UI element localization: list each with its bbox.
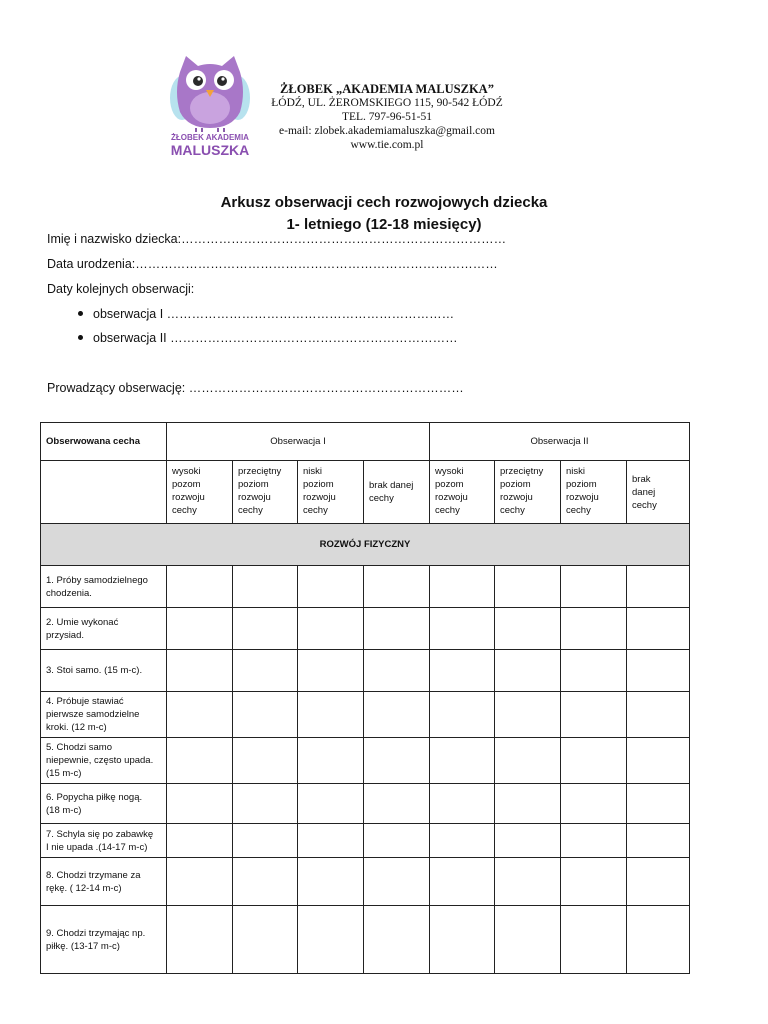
observation-table	[40, 422, 690, 974]
rating-cell[interactable]	[233, 784, 298, 824]
sub-no-feature-2	[627, 461, 690, 524]
section-physical-development: ROZWÓJ FIZYCZNY	[41, 524, 690, 566]
feature-text: pierwsze samodzielne	[46, 709, 140, 720]
sub-text: cechy	[369, 493, 394, 504]
sub-text: rozwoju	[303, 492, 336, 503]
table-row	[41, 608, 690, 650]
table-subheader-row	[41, 461, 690, 524]
feature-cell	[41, 692, 167, 738]
rating-cell[interactable]	[495, 784, 561, 824]
rating-cell[interactable]	[430, 784, 495, 824]
rating-cell[interactable]	[298, 650, 364, 692]
feature-cell	[41, 858, 167, 906]
rating-cell[interactable]	[627, 566, 690, 608]
table-row	[41, 650, 690, 692]
feature-text: 9. Chodzi trzymając np.	[46, 927, 146, 939]
rating-cell[interactable]	[561, 906, 627, 974]
feature-cell	[41, 566, 167, 608]
feature-text: 8. Chodzi trzymane za	[46, 869, 141, 881]
sub-text: cechy	[303, 505, 328, 516]
feature-text: (18 m-c)	[46, 804, 82, 816]
observer-field[interactable]: Prowadzący obserwację: …………………………………………………………	[47, 381, 464, 395]
sub-text: wysoki	[435, 466, 464, 477]
rating-cell[interactable]	[627, 738, 690, 784]
table-row	[41, 906, 690, 974]
sub-average-level-2	[495, 461, 561, 524]
feature-text: chodzenia.	[46, 587, 92, 599]
rating-cell[interactable]	[430, 738, 495, 784]
birth-date-field[interactable]: Data urodzenia:……………………………………………………………………………	[47, 257, 498, 271]
rating-cell[interactable]	[364, 906, 430, 974]
feature-text: 3. Stoi samo. (15 m-c).	[46, 665, 143, 676]
rating-cell[interactable]	[298, 566, 364, 608]
sub-text: cechy	[500, 505, 525, 516]
rating-cell[interactable]	[167, 692, 233, 738]
rating-cell[interactable]	[167, 566, 233, 608]
feature-text: (15 m-c)	[46, 768, 82, 779]
sub-text: niski	[303, 466, 323, 477]
table-row	[41, 738, 690, 784]
table-header-row	[41, 423, 690, 461]
rating-cell[interactable]	[561, 566, 627, 608]
rating-cell[interactable]	[233, 858, 298, 906]
rating-cell[interactable]	[495, 692, 561, 738]
title-line-2: 1- letniego (12-18 miesięcy)	[286, 216, 482, 233]
sub-text: poziom	[303, 479, 334, 490]
sub-text: danej	[632, 486, 656, 498]
org-phone: TEL. 797-96-51-51	[341, 111, 433, 123]
sub-text: przeciętny	[238, 466, 282, 477]
sub-text: cechy	[435, 505, 460, 516]
sub-text: przeciętny	[500, 466, 544, 477]
feature-text: rękę. ( 12-14 m-c)	[46, 882, 122, 894]
header-observation-1: Obserwacja I	[167, 423, 430, 461]
rating-cell[interactable]	[495, 858, 561, 906]
rating-cell[interactable]	[233, 692, 298, 738]
observation-1-field[interactable]: obserwacja I ……………………………………………………………	[78, 307, 454, 321]
feature-text: piłkę. (13-17 m-c)	[46, 940, 120, 952]
sub-text: poziom	[238, 479, 269, 490]
feature-text: 1. Próby samodzielnego	[46, 574, 148, 586]
table-row	[41, 858, 690, 906]
feature-text: 7. Schyla się po zabawkę	[46, 828, 154, 840]
rating-cell[interactable]	[561, 738, 627, 784]
feature-text: niepewnie, często upada.	[46, 755, 154, 766]
rating-cell[interactable]	[430, 858, 495, 906]
sub-average-level-1	[233, 461, 298, 524]
sub-text: rozwoju	[238, 492, 271, 503]
sub-text: brak	[632, 473, 651, 485]
feature-text: 5. Chodzi samo	[46, 742, 113, 753]
child-name-field[interactable]: Imię i nazwisko dziecka:……………………………………………………………………	[47, 232, 507, 246]
rating-cell[interactable]	[495, 650, 561, 692]
rating-cell[interactable]	[233, 650, 298, 692]
sub-text: cechy	[238, 505, 263, 516]
logo-text-line2: MALUSZKA	[170, 142, 250, 158]
rating-cell[interactable]	[495, 738, 561, 784]
rating-cell[interactable]	[298, 738, 364, 784]
rating-cell[interactable]	[167, 858, 233, 906]
rating-cell[interactable]	[233, 738, 298, 784]
feature-cell	[41, 784, 167, 824]
table-row	[41, 784, 690, 824]
sub-text: cechy	[172, 505, 197, 516]
rating-cell[interactable]	[561, 650, 627, 692]
rating-cell[interactable]	[627, 608, 690, 650]
org-address: ŁÓDŹ, UL. ŻEROMSKIEGO 115, 90-542 ŁÓDŹ	[271, 97, 503, 109]
rating-cell[interactable]	[167, 650, 233, 692]
table-row	[41, 566, 690, 608]
rating-cell[interactable]	[233, 608, 298, 650]
rating-cell[interactable]	[298, 784, 364, 824]
sub-no-feature-1	[364, 461, 430, 524]
observation-dates-label: Daty kolejnych obserwacji:	[47, 282, 195, 296]
header-observation-2: Obserwacja II	[430, 423, 690, 461]
rating-cell[interactable]	[298, 692, 364, 738]
owl-logo	[166, 52, 254, 158]
rating-cell[interactable]	[495, 824, 561, 858]
subheader-empty	[41, 461, 167, 524]
sub-text: pozom	[172, 479, 201, 490]
header-feature: Obserwowana cecha	[41, 423, 167, 461]
rating-cell[interactable]	[233, 906, 298, 974]
rating-cell[interactable]	[627, 824, 690, 858]
feature-cell	[41, 738, 167, 784]
section-row	[41, 524, 690, 566]
rating-cell[interactable]	[364, 784, 430, 824]
rating-cell[interactable]	[364, 566, 430, 608]
sub-text: poziom	[500, 479, 531, 490]
rating-cell[interactable]	[167, 608, 233, 650]
sub-high-level-2	[430, 461, 495, 524]
sub-text: wysoki	[172, 466, 201, 477]
rating-cell[interactable]	[167, 824, 233, 858]
rating-cell[interactable]	[430, 692, 495, 738]
org-website: www.tie.com.pl	[350, 139, 424, 151]
sub-text: brak danej	[369, 480, 414, 491]
rating-cell[interactable]	[430, 824, 495, 858]
rating-cell[interactable]	[364, 738, 430, 784]
rating-cell[interactable]	[364, 692, 430, 738]
title-line-1: Arkusz obserwacji cech rozwojowych dziecka	[220, 194, 548, 211]
sub-text: rozwoju	[566, 492, 599, 503]
rating-cell[interactable]	[298, 906, 364, 974]
sub-text: niski	[566, 466, 586, 477]
rating-cell[interactable]	[364, 824, 430, 858]
rating-cell[interactable]	[364, 858, 430, 906]
sub-text: cechy	[566, 505, 591, 516]
rating-cell[interactable]	[233, 566, 298, 608]
sub-text: poziom	[566, 479, 597, 490]
feature-cell	[41, 824, 167, 858]
rating-cell[interactable]	[627, 858, 690, 906]
sub-low-level-1	[298, 461, 364, 524]
feature-text: 2. Umie wykonać	[46, 616, 119, 628]
rating-cell[interactable]	[298, 608, 364, 650]
sub-high-level-1	[167, 461, 233, 524]
sub-text: pozom	[435, 479, 464, 490]
org-name: ŻŁOBEK „AKADEMIA MALUSZKA”	[280, 82, 494, 96]
rating-cell[interactable]	[430, 650, 495, 692]
rating-cell[interactable]	[495, 566, 561, 608]
sub-text: rozwoju	[172, 492, 205, 503]
rating-cell[interactable]	[298, 858, 364, 906]
rating-cell[interactable]	[430, 608, 495, 650]
rating-cell[interactable]	[561, 858, 627, 906]
sub-low-level-2	[561, 461, 627, 524]
rating-cell[interactable]	[561, 824, 627, 858]
rating-cell[interactable]	[167, 784, 233, 824]
sub-text: rozwoju	[435, 492, 468, 503]
rating-cell[interactable]	[627, 692, 690, 738]
rating-cell[interactable]	[364, 608, 430, 650]
logo-text-line1: ŻŁOBEK AKADEMIA	[171, 133, 249, 142]
rating-cell[interactable]	[430, 566, 495, 608]
feature-cell	[41, 906, 167, 974]
nursery-header	[262, 82, 512, 152]
table-row	[41, 824, 690, 858]
observation-2-field[interactable]: obserwacja II ……………………………………………………………	[78, 331, 458, 345]
feature-text: 4. Próbuje stawiać	[46, 696, 124, 707]
feature-text: I nie upada .(14-17 m-c)	[46, 841, 148, 853]
feature-text: przysiad.	[46, 629, 85, 641]
table-row	[41, 692, 690, 738]
feature-text: kroki. (12 m-c)	[46, 722, 107, 733]
rating-cell[interactable]	[561, 784, 627, 824]
rating-cell[interactable]	[495, 906, 561, 974]
sub-text: rozwoju	[500, 492, 533, 503]
feature-cell	[41, 650, 167, 692]
sub-text: cechy	[632, 499, 657, 511]
rating-cell[interactable]	[364, 650, 430, 692]
rating-cell[interactable]	[627, 784, 690, 824]
org-email: e-mail: zlobek.akademiamaluszka@gmail.com	[279, 125, 495, 137]
rating-cell[interactable]	[298, 824, 364, 858]
document-title	[0, 192, 768, 236]
rating-cell[interactable]	[561, 692, 627, 738]
rating-cell[interactable]	[167, 738, 233, 784]
rating-cell[interactable]	[233, 824, 298, 858]
feature-text: 6. Popycha piłkę nogą.	[46, 791, 143, 803]
rating-cell[interactable]	[430, 906, 495, 974]
rating-cell[interactable]	[495, 608, 561, 650]
rating-cell[interactable]	[627, 650, 690, 692]
rating-cell[interactable]	[627, 906, 690, 974]
rating-cell[interactable]	[167, 906, 233, 974]
feature-cell	[41, 608, 167, 650]
rating-cell[interactable]	[561, 608, 627, 650]
